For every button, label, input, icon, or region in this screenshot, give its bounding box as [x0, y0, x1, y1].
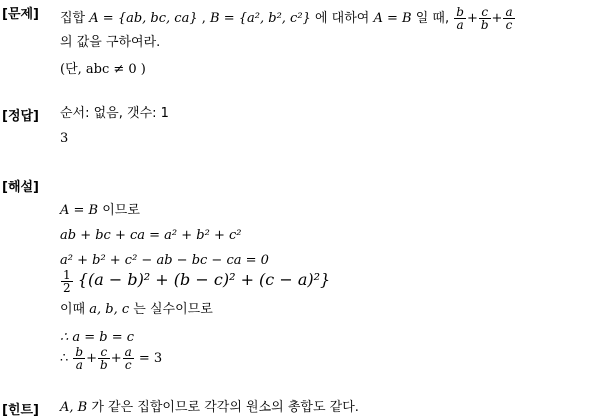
solution-label: [해설] — [2, 180, 39, 195]
set-b-name: B — [210, 11, 220, 26]
problem-fraction-c-over-b: $\frac{c}{b}$ — [480, 5, 489, 32]
set-b-elements: {a², b², c²} — [238, 11, 311, 26]
problem-intro: 집합 — [60, 11, 86, 26]
solution-step-7: ∴ $\frac{b}{a}$ + $\frac{c}{b}$ + $\frac{a}{c}$ = 3 — [60, 345, 163, 372]
solution-step-6: ∴ a = b = c — [60, 330, 135, 345]
answer-label: [정답] — [2, 109, 39, 124]
problem-label: [문제] — [2, 7, 39, 22]
hint-line: A, B 가 같은 집합이므로 각각의 원소의 총합도 같다. — [60, 400, 359, 415]
problem-line-2: 의 값을 구하여라. — [60, 35, 161, 50]
solution-step-5: 이때 a, b, c 는 실수이므로 — [60, 302, 213, 317]
solution-step-3: a² + b² + c² − ab − bc − ca = 0 — [60, 253, 269, 268]
problem-fraction-b-over-a: $\frac{b}{a}$ — [456, 5, 464, 32]
problem-condition-text: 에 대하여 — [314, 11, 370, 26]
solution-step-1: A = B 이므로 — [60, 203, 140, 218]
hint-label: [힌트] — [2, 403, 39, 418]
answer-value: 3 — [60, 131, 69, 146]
half-fraction: $\frac{1}{2}$ — [63, 268, 71, 295]
solution-step-2: ab + bc + ca = a² + b² + c² — [60, 228, 242, 243]
problem-when-text: 일 때, — [415, 11, 450, 26]
problem-line-3: (단, abc ≠ 0 ) — [60, 62, 146, 77]
problem-fraction-a-over-c: $\frac{a}{c}$ — [505, 5, 513, 32]
problem-condition-eq: A = B — [373, 11, 412, 26]
set-a-name: A — [89, 11, 99, 26]
solution-step-4: $\frac{1}{2}$ {(a − b)² + (b − c)² + (c − a)²} — [63, 268, 331, 295]
set-a-elements: {ab, bc, ca} — [117, 11, 198, 26]
problem-line-1: 집합 A = {ab, bc, ca} , B = {a², b², c²} 에 대하여 A = B 일 때, $\frac{b}{a}$ + $\frac{c}{b}$ + $\frac{a}{c}$ — [60, 5, 513, 32]
answer-format: 순서: 없음, 갯수: 1 — [60, 106, 169, 121]
